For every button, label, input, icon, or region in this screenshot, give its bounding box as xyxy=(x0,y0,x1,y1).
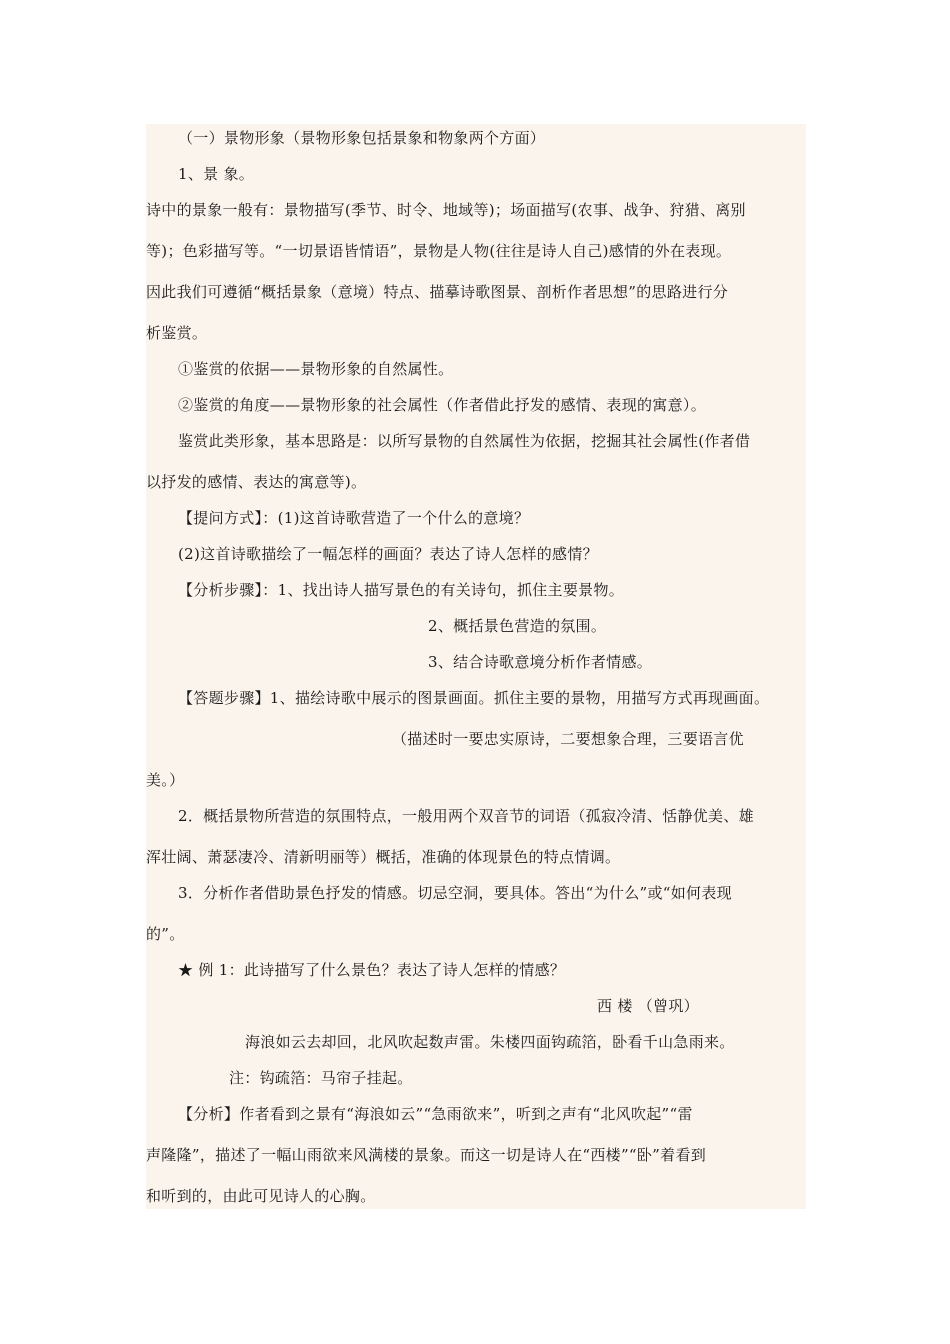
example-question: ★ 例 1：此诗描写了什么景色？表达了诗人怎样的情感？ xyxy=(178,961,566,979)
poem-note: 注：钩疏箔：马帘子挂起。 xyxy=(229,1069,413,1087)
answer-steps: （描述时一要忠实原诗，二要想象合理，三要语言优 xyxy=(392,730,744,748)
paragraph-line: 诗中的景象一般有：景物描写(季节、时令、地域等)；场面描写(农事、战争、狩猎、离别 xyxy=(146,201,746,219)
paragraph-line: 因此我们可遵循“概括景象（意境）特点、描摹诗歌图景、剖析作者思想”的思路进行分 xyxy=(146,283,729,301)
list-item: ①鉴赏的依据——景物形象的自然属性。 xyxy=(178,360,454,378)
question-method: 【提问方式】：(1)这首诗歌营造了一个什么的意境？ xyxy=(178,509,530,527)
paragraph-line: 以抒发的感情、表达的寓意等)。 xyxy=(146,473,367,491)
paragraph-line: 的”。 xyxy=(146,925,185,943)
subheading: 1、景 象。 xyxy=(178,165,255,183)
paragraph-line: 析鉴赏。 xyxy=(146,324,208,342)
paragraph-line: 鉴赏此类形象，基本思路是：以所写景物的自然属性为依据，挖掘其社会属性(作者借 xyxy=(178,432,751,450)
question-method: (2)这首诗歌描绘了一幅怎样的画面？表达了诗人怎样的感情？ xyxy=(178,545,598,563)
answer-steps: 【答题步骤】1、描绘诗歌中展示的图景画面。抓住主要的景物，用描写方式再现画面。 xyxy=(178,689,770,707)
paragraph-line: 2．概括景物所营造的氛围特点，一般用两个双音节的词语（孤寂冷清、恬静优美、雄 xyxy=(178,807,754,825)
list-item: ②鉴赏的角度——景物形象的社会属性（作者借此抒发的感情、表现的寓意）。 xyxy=(178,396,707,414)
answer-steps: 美。） xyxy=(146,771,185,789)
analysis-steps: 3、结合诗歌意境分析作者情感。 xyxy=(428,653,653,671)
poem-title: 西 楼 （曾巩） xyxy=(597,997,699,1015)
paragraph-line: 浑壮阔、萧瑟凄冷、清新明丽等）概括，准确的体现景色的特点情调。 xyxy=(146,848,621,866)
analysis-steps: 2、概括景色营造的氛围。 xyxy=(428,617,607,635)
paragraph-line: 等)；色彩描写等。“一切景语皆情语”，景物是人物(往往是诗人自己)感情的外在表现。 xyxy=(146,242,732,260)
analysis-paragraph: 和听到的，由此可见诗人的心胸。 xyxy=(146,1187,376,1205)
analysis-steps: 【分析步骤】：1、找出诗人描写景色的有关诗句，抓住主要景物。 xyxy=(178,581,625,599)
analysis-paragraph: 声隆隆”，描述了一幅山雨欲来风满楼的景象。而这一切是诗人在“西楼”“卧”着看到 xyxy=(146,1146,707,1164)
section-heading: （一）景物形象（景物形象包括景象和物象两个方面） xyxy=(178,129,546,147)
poem-text: 海浪如云去却回，北风吹起数声雷。朱楼四面钩疏箔，卧看千山急雨来。 xyxy=(245,1033,735,1051)
paragraph-line: 3．分析作者借助景色抒发的情感。切忌空洞，要具体。答出“为什么”或“如何表现 xyxy=(178,884,732,902)
analysis-paragraph: 【分析】作者看到之景有“海浪如云”“急雨欲来”，听到之声有“北风吹起”“雷 xyxy=(178,1105,693,1123)
